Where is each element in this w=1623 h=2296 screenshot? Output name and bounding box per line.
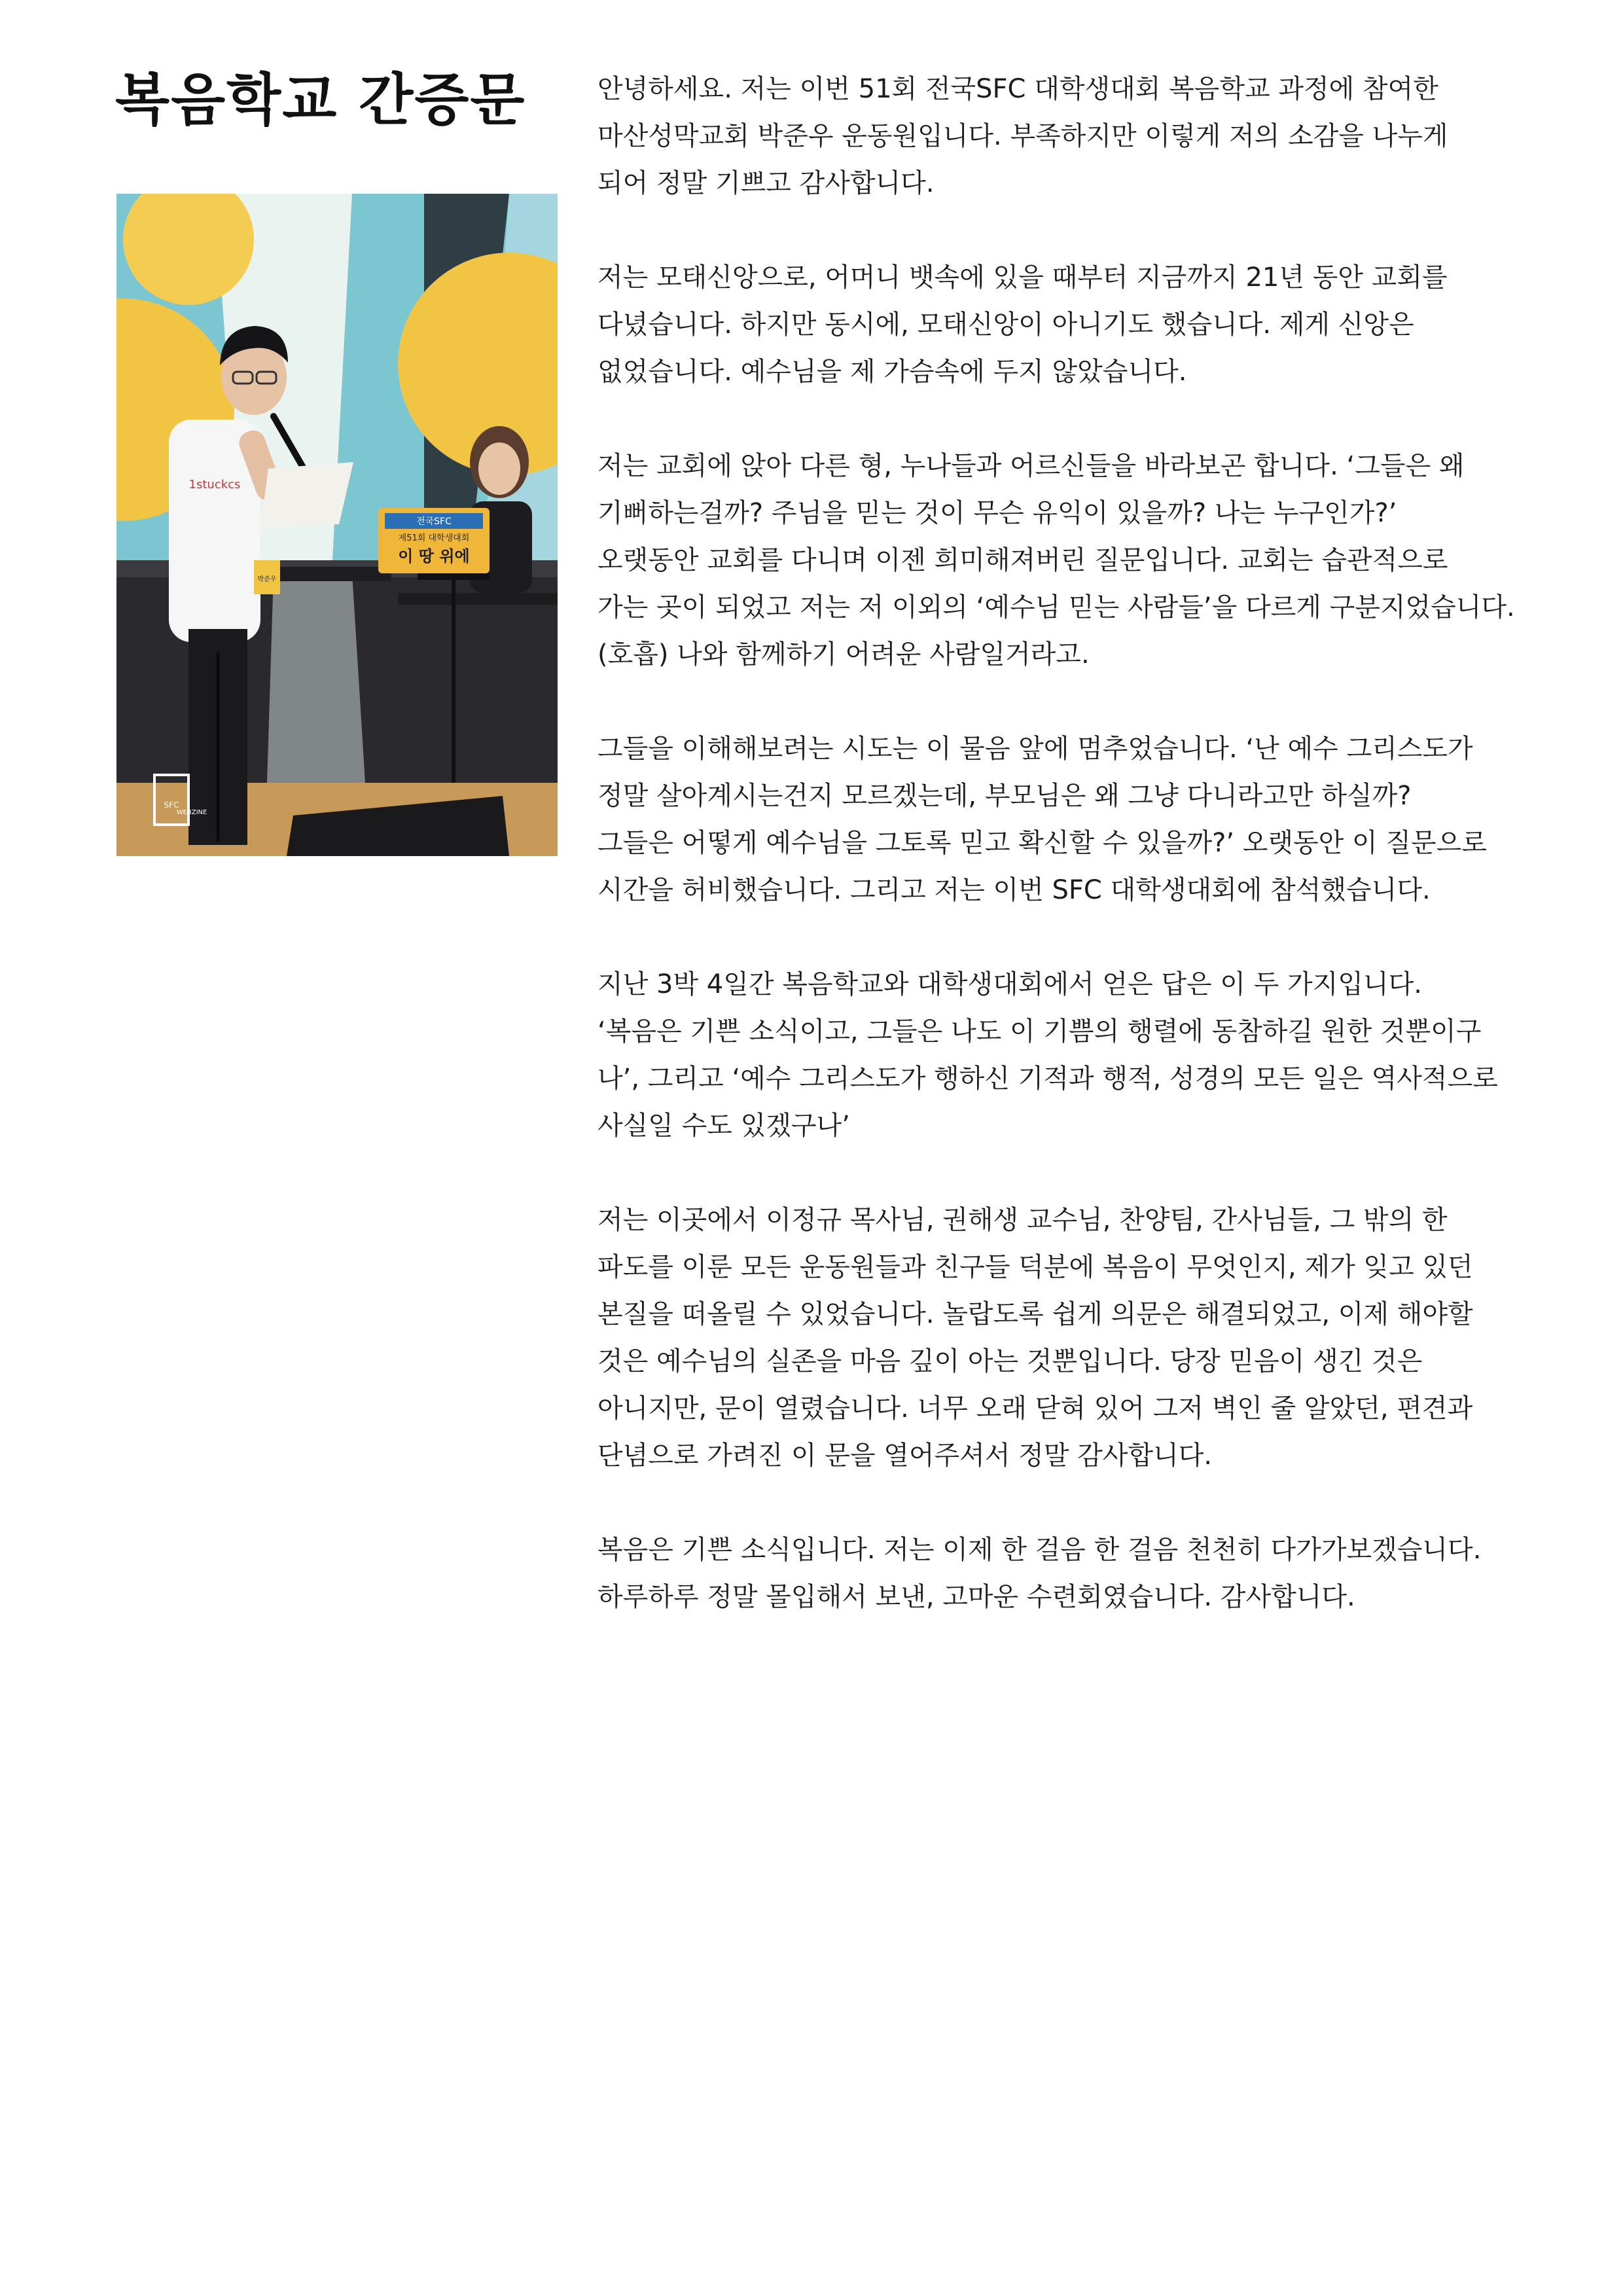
watermark-webzine: WEBZINE — [176, 809, 207, 816]
paragraph-doubt: 그들을 이해해보려는 시도는 이 물음 앞에 멈추었습니다. ‘난 예수 그리스도가 정말 살아계시는건지 모르겠는데, 부모님은 왜 그냥 다니라고만 하실까? 그들은 어떻게 예수님을 그토록 믿고 확신할 수 있을까?’ 오랫동안 이 질문으로 시간을 허비했습니다. 그리고 저는 이번 SFC 대학생대회에 참석했습니다. — [597, 734, 1487, 905]
watermark-sfc: SFC — [164, 800, 179, 810]
shirt-print: 1stuckcs — [188, 478, 241, 492]
paragraph-gratitude: 저는 이곳에서 이정규 목사님, 권해생 교수님, 찬양팀, 간사님들, 그 밖의 한 파도를 이룬 모든 운동원들과 친구들 덕분에 복음이 무엇인지, 제가 잊고 있던 본질을 떠올릴 수 있었습니다. 놀랍도록 쉽게 의문은 해결되었고, 이제 해야할 것은 예수님의 실존을 마음 깊이 아는 것뿐입니다. 당장 믿음이 생긴 것은 아니지만, 문이 열렸습니다. 너무 오래 닫혀 있어 그저 벽인 줄 알았던, 편견과 단념으로 가려진 이 문을 열어주셔서 정말 감사합니다. — [597, 1205, 1473, 1471]
paragraph-faith: 저는 모태신앙으로, 어머니 뱃속에 있을 때부터 지금까지 21년 동안 교회를 다녔습니다. 하지만 동시에, 모태신앙이 아니기도 했습니다. 제게 신앙은 없었습니다. 예수님을 제 가슴속에 두지 않았습니다. — [597, 262, 1448, 387]
paragraph-questions: 저는 교회에 앉아 다른 형, 누나들과 어르신들을 바라보곤 합니다. ‘그들은 왜 기뻐하는걸까? 주님을 믿는 것이 무슨 유익이 있을까? 나는 누구인가?’ 오랫동안 교회를 다니며 이젠 희미해져버린 질문입니다. 교회는 습관적으로 가는 곳이 되었고 저는 저 이외의 ‘예수님 믿는 사람들’을 다르게 구분지었습니다. (호흡) 나와 함께하기 어려운 사람일거라고. — [597, 451, 1515, 670]
paragraph-intro: 안녕하세요. 저는 이번 51회 전국SFC 대학생대회 복음학교 과정에 참여한 마산성막교회 박준우 운동원입니다. 부족하지만 이렇게 저의 소감을 나누게 되어 정말 기쁘고 감사합니다. — [597, 74, 1448, 198]
paragraph-closing: 복음은 기쁜 소식입니다. 저는 이제 한 걸음 한 걸음 천천히 다가가보겠습니다. 하루하루 정말 몰입해서 보낸, 고마운 수련회였습니다. 감사합니다. — [597, 1535, 1482, 1612]
testimony-body — [597, 65, 1540, 1668]
page-title: 복음학교 간증문 — [115, 67, 526, 133]
sign-text-1: 전국SFC — [416, 516, 452, 527]
sign-text-3: 이 땅 위에 — [398, 547, 470, 565]
name-tag: 박준우 — [257, 576, 277, 583]
event-photo — [116, 194, 558, 856]
sign-text-2: 제51회 대학생대회 — [398, 533, 470, 543]
paragraph-answers: 지난 3박 4일간 복음학교와 대학생대회에서 얻은 답은 이 두 가지입니다. ‘복음은 기쁜 소식이고, 그들은 나도 이 기쁨의 행렬에 동참하길 원한 것뿐이구 나’, 그리고 ‘예수 그리스도가 행하신 기적과 행적, 성경의 모든 일은 역사적으로 사실일 수도 있겠구나’ — [597, 969, 1498, 1141]
